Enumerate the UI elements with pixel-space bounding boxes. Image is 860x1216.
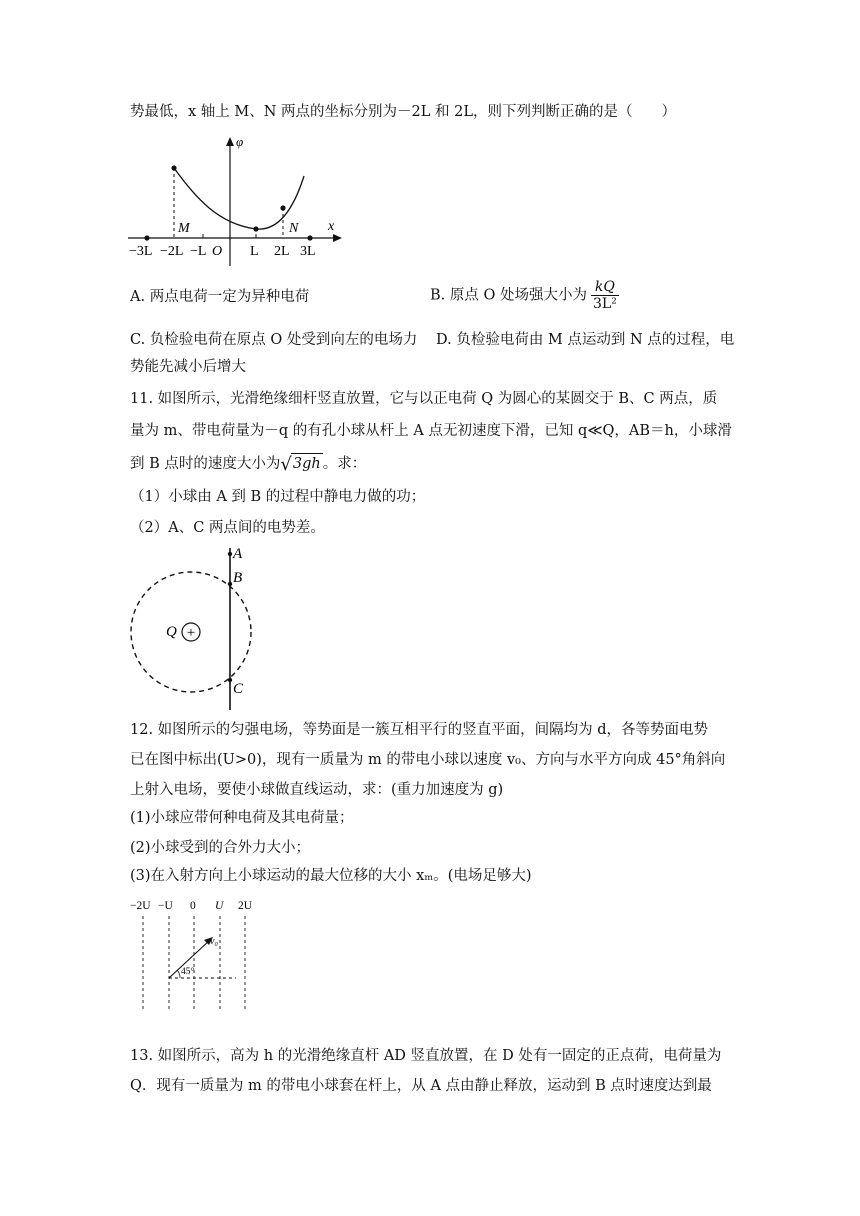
x-axis-label: x [328,219,335,234]
tick-minus-3l: −3L [129,244,153,259]
point-b [228,582,232,586]
q12-sub2: (2)小球受到的合外力大小； [130,840,311,856]
q10-option-b: B. 原点 O 处场强大小为 $\frac{kQ}{\text{3L²}}$ [430,279,617,312]
q10-intro: 势最低，x 轴上 M、N 两点的坐标分别为－2L 和 2L，则下列判断正确的是（ ） [130,104,676,120]
label-n: N [289,221,299,236]
potential-label-minus-u: −U [158,900,173,912]
q12-line1: 12. 如图所示的匀强电场，等势面是一簇互相平行的竖直平面，间隔均为 d，各等势面电势 [130,722,709,738]
label-m: M [178,221,190,236]
q11-sub1: （1）小球由 A 到 B 的过程中静电力做的功； [130,489,426,505]
q12-equipotential-figure [126,896,266,1014]
potential-label-minus-2u: −2U [130,900,151,912]
q13-line2: Q．现有一质量为 m 的带电小球套在杆上，从 A 点由静止释放，运动到 B 点时速度达到最 [130,1078,712,1094]
point-minimum [253,226,258,231]
potential-label-2u: 2U [238,900,253,912]
point-c [228,678,232,682]
point-m-curve [171,165,176,170]
tick-2l: 2L [274,244,290,259]
q10-option-c: C. 负检验电荷在原点 O 处受到向左的电场力 [130,332,418,348]
x-axis-arrow [333,234,342,242]
y-axis-label: φ [236,134,244,149]
tick-minus-2l: −2L [160,244,184,259]
q11-circle-rod-figure [126,542,260,712]
q10-option-a: A. 两点电荷一定为异种电荷 [130,289,310,305]
q11-line3: 到 B 点时的速度大小为√3gh 。求： [130,454,367,475]
tick-minus-l: −L [190,244,207,259]
q12-line2: 已在图中标出(U>0)，现有一质量为 m 的带电小球以速度 v₀、方向与水平方向成 45°角斜向 [130,752,726,768]
q11-line1: 11. 如图所示，光滑绝缘细杆竖直放置，它与以正电荷 Q 为圆心的某圆交于 B、C 两点，质 [130,391,718,407]
q13-line1: 13. 如图所示，高为 h 的光滑绝缘直杆 AD 竖直放置，在 D 处有一固定的正点荷，电荷量为 [130,1048,722,1064]
fraction-kq-3l2: $\frac{kQ}{\text{3L²}}$ [592,279,617,312]
potential-curve [174,168,304,229]
point-3l [307,235,312,240]
q12-sub3: (3)在入射方向上小球运动的最大位移的大小 xₘ。(电场足够大) [130,868,532,884]
tick-l: L [250,244,259,259]
sqrt-3gh: 3gh [291,453,323,474]
q11-line2: 量为 m、带电荷量为－q 的有孔小球从杆上 A 点无初速度下滑，已知 q≪Q，AB＝h，小球滑 [130,423,732,439]
y-axis-arrow [226,137,234,146]
q12-sub1: (1)小球应带何种电荷及其电荷量； [130,810,354,826]
tick-origin: O [212,244,223,259]
point-n-curve [280,205,285,210]
q11-sub2: （2）A、C 两点间的电势差。 [130,520,325,536]
potential-label-0: 0 [190,900,196,912]
q12-line3: 上射入电场，要使小球做直线运动，求：(重力加速度为 g) [130,782,504,798]
tick-3l: 3L [300,244,316,259]
angle-arc [177,970,180,978]
label-a: A [233,546,243,562]
q10-option-d: D. 负检验电荷由 M 点运动到 N 点的过程，电 [436,332,735,348]
q10-option-d-cont: 势能先减小后增大 [130,359,246,375]
label-b: B [233,570,243,586]
point-a [228,552,232,556]
potential-label-u: U [215,900,224,912]
velocity-label: v₀ [210,936,218,947]
plus-sign: + [186,625,196,641]
point-minus-3l [144,235,149,240]
angle-label: 45° [181,967,195,977]
label-q: Q [166,624,177,640]
label-c: C [233,681,244,697]
q10-potential-graph [126,134,348,266]
